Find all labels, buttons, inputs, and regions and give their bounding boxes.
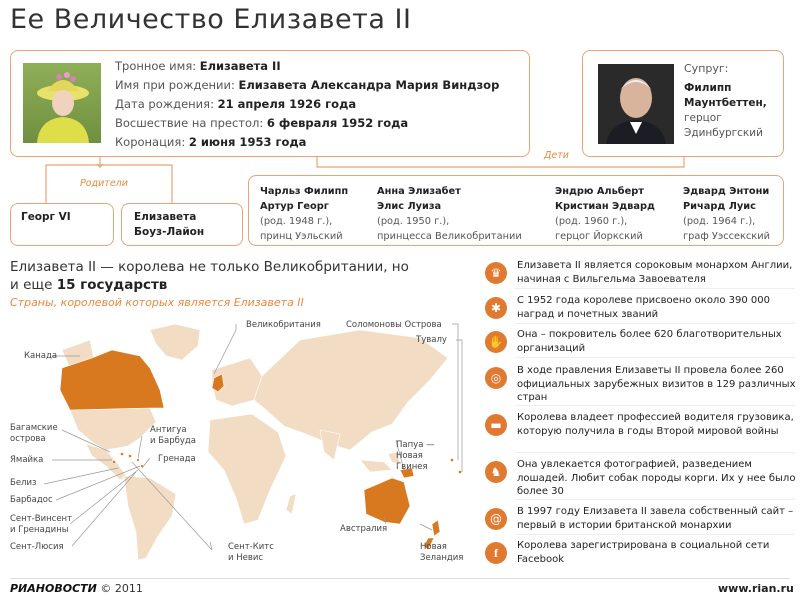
- map-label-tuvalu: Тувалу: [416, 335, 447, 345]
- throne-name-row: Тронное имя: Елизавета II: [115, 59, 281, 73]
- crown-icon: ♛: [485, 262, 507, 284]
- map-label-belize: Белиз: [10, 478, 37, 488]
- father-name: Георг VI: [21, 211, 71, 223]
- fact-divider: [515, 499, 795, 500]
- page-title: Ее Величество Елизавета II: [10, 4, 412, 35]
- footer-url[interactable]: www.rian.ru: [718, 582, 794, 595]
- map-label-bahamas: Багамские острова: [10, 423, 58, 444]
- map-label-new-zealand: Новая Зеландия: [420, 542, 464, 563]
- map-label-uk: Великобритания: [246, 320, 321, 330]
- map-label-st-vincent: Сент-Винсент и Гренадины: [10, 514, 73, 535]
- spouse-title-line2: Эдинбургский: [684, 127, 763, 139]
- coronation-row: Коронация: 2 июня 1953 года: [115, 135, 307, 149]
- spouse-label: Супруг:: [684, 62, 729, 75]
- parent-father-card: [10, 203, 114, 246]
- map-label-png: Папуа — Новая Гвинея: [396, 440, 435, 472]
- footer-divider: [10, 578, 790, 579]
- map-label-jamaica: Ямайка: [10, 455, 44, 465]
- spouse-name-line1: Филипп: [684, 82, 732, 94]
- map-label-st-kitts: Сент-Китс и Невис: [228, 542, 274, 563]
- facebook-icon: f: [485, 542, 507, 564]
- parents-label: Родители: [80, 178, 128, 189]
- handshake-icon: ✋: [485, 331, 507, 353]
- child-edward: Эдвард Энтони Ричард Луис (род. 1964 г.), граф Уэссекский: [683, 186, 770, 242]
- footer-brand: РИАНОВОСТИ © 2011: [10, 582, 143, 595]
- web-icon: @: [485, 508, 507, 530]
- globe-icon: ◎: [485, 367, 507, 389]
- truck-icon: ▬: [485, 414, 507, 436]
- map-label-solomon: Соломоновы Острова: [346, 320, 442, 330]
- children-label: Дети: [544, 150, 569, 161]
- map-label-canada: Канада: [24, 351, 58, 361]
- fact-divider: [515, 357, 795, 358]
- spouse-name-line2: Маунтбеттен,: [684, 97, 767, 109]
- fact-divider: [515, 288, 795, 289]
- spouse-title-line1: герцог: [684, 112, 722, 124]
- accession-row: Восшествие на престол: 6 февраля 1952 года: [115, 116, 409, 130]
- fact-divider: [515, 452, 795, 453]
- map-label-st-lucia: Сент-Люсия: [10, 542, 64, 552]
- child-anne: Анна Элизабет Элис Луиза (род. 1950 г.), принцесса Великобритании: [377, 186, 522, 242]
- realms-headline: Елизавета II — королева не только Великобритании, но и еще 15 государств: [10, 259, 409, 293]
- horse-icon: ♞: [485, 461, 507, 483]
- map-label-barbados: Барбадос: [10, 495, 53, 505]
- fact-divider: [515, 534, 795, 535]
- map-label-antigua: Антигуа и Барбуда: [150, 425, 197, 446]
- medal-icon: ✱: [485, 297, 507, 319]
- child-charles: Чарльз Филипп Артур Георг (род. 1948 г.), принц Уэльский: [260, 186, 349, 242]
- map-subtitle: Страны, королевой которых является Елизавета II: [10, 296, 304, 309]
- map-label-grenada: Гренада: [158, 454, 196, 464]
- child-andrew: Эндрю Альберт Кристиан Эдвард (род. 1960 г.), герцог Йоркский: [555, 186, 655, 242]
- birth-name-row: Имя при рождении: Елизавета Александра Мария Виндзор: [115, 78, 500, 92]
- map-label-australia: Австралия: [340, 524, 388, 534]
- birth-date-row: Дата рождения: 21 апреля 1926 года: [115, 97, 357, 111]
- mother-name-line1: Елизавета: [134, 211, 197, 223]
- fact-divider: [515, 405, 795, 406]
- parent-mother-card: [121, 203, 243, 246]
- fact-divider: [515, 323, 795, 324]
- mother-name-line2: Боуз-Лайон: [134, 226, 205, 238]
